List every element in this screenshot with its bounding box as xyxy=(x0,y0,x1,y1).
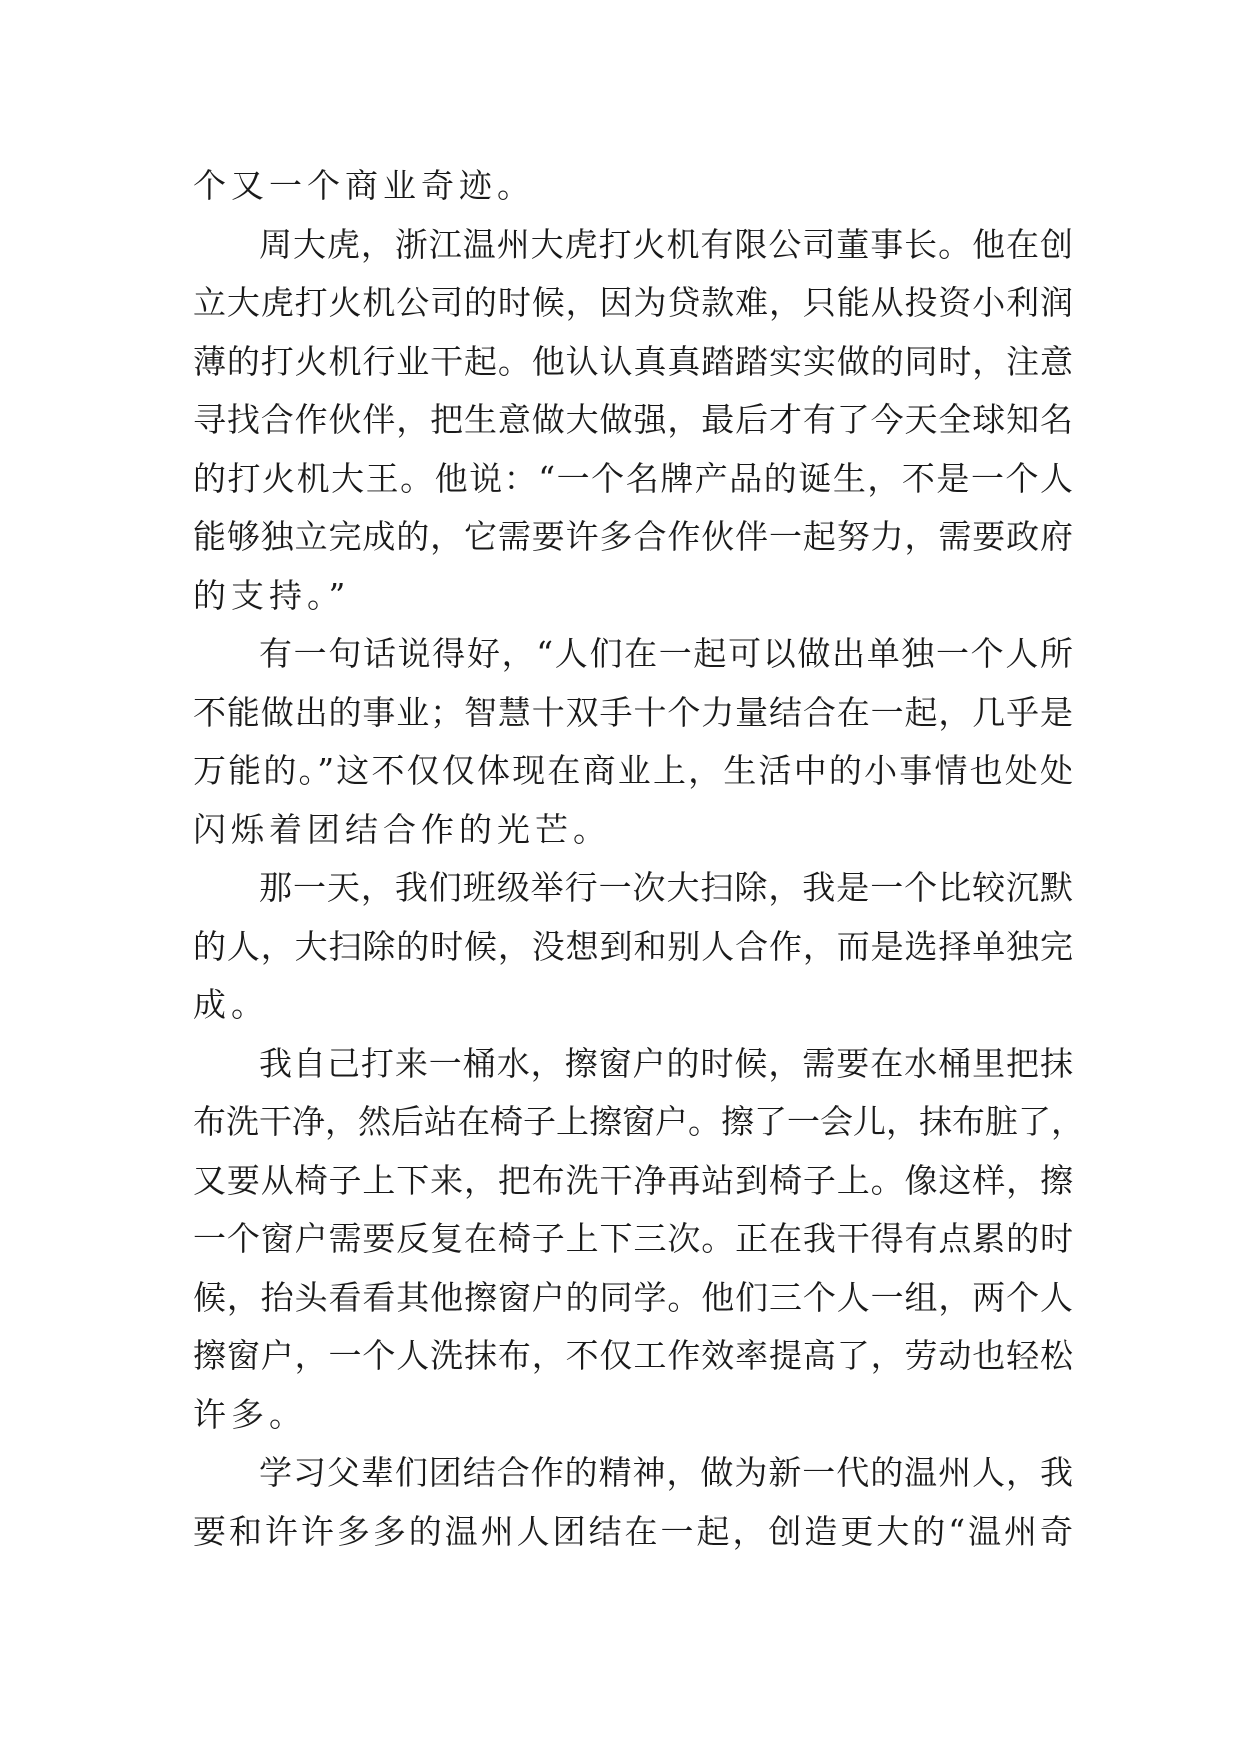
text-line: 要和许许多多的温州人团结在一起，创造更大的“温州奇 xyxy=(193,1511,1073,1551)
text-line: 万能的。”这不仅仅体现在商业上，生活中的小事情也处处 xyxy=(193,751,1073,790)
text-line: 寻找合作伙伴，把生意做大做强，最后才有了今天全球知名 xyxy=(193,400,1073,439)
text-line: 擦窗户，一个人洗抹布，不仅工作效率提高了，劳动也轻松 xyxy=(193,1336,1073,1375)
text-line: 又要从椅子上下来，把布洗干净再站到椅子上。像这样，擦 xyxy=(193,1160,1073,1200)
text-line: 薄的打火机行业干起。他认认真真踏踏实实做的同时，注意 xyxy=(193,341,1073,381)
text-line: 不能做出的事业；智慧十双手十个力量结合在一起，几乎是 xyxy=(193,692,1073,732)
text-line: 能够独立完成的，它需要许多合作伙伴一起努力，需要政府 xyxy=(193,517,1073,556)
text-line: 个又一个商业奇迹。 xyxy=(193,166,535,205)
text-line: 我自己打来一桶水，擦窗户的时候，需要在水桶里把抹 xyxy=(259,1043,1073,1083)
text-line: 一个窗户需要反复在椅子上下三次。正在我干得有点累的时 xyxy=(193,1219,1073,1258)
text-line: 的打火机大王。他说：“一个名牌产品的诞生，不是一个人 xyxy=(193,458,1073,498)
text-line: 那一天，我们班级举行一次大扫除，我是一个比较沉默 xyxy=(259,868,1073,907)
text-line: 布洗干净，然后站在椅子上擦窗户。擦了一会儿，抹布脏了， xyxy=(193,1102,1084,1141)
text-line: 学习父辈们团结合作的精神，做为新一代的温州人，我 xyxy=(259,1453,1073,1492)
body-text xyxy=(193,157,1084,1561)
text-line: 周大虎，浙江温州大虎打火机有限公司董事长。他在创 xyxy=(259,224,1073,264)
text-line: 成。 xyxy=(193,985,269,1024)
text-line: 闪烁着团结合作的光芒。 xyxy=(193,809,611,849)
text-line: 许多。 xyxy=(193,1394,307,1434)
text-line: 有一句话说得好，“人们在一起可以做出单独一个人所 xyxy=(259,634,1073,673)
text-line: 候，抬头看看其他擦窗户的同学。他们三个人一组，两个人 xyxy=(193,1277,1073,1317)
text-line: 的支持。” xyxy=(193,575,351,615)
text-line: 的人，大扫除的时候，没想到和别人合作，而是选择单独完 xyxy=(193,926,1073,966)
text-line: 立大虎打火机公司的时候，因为贷款难，只能从投资小利润 xyxy=(193,283,1073,322)
